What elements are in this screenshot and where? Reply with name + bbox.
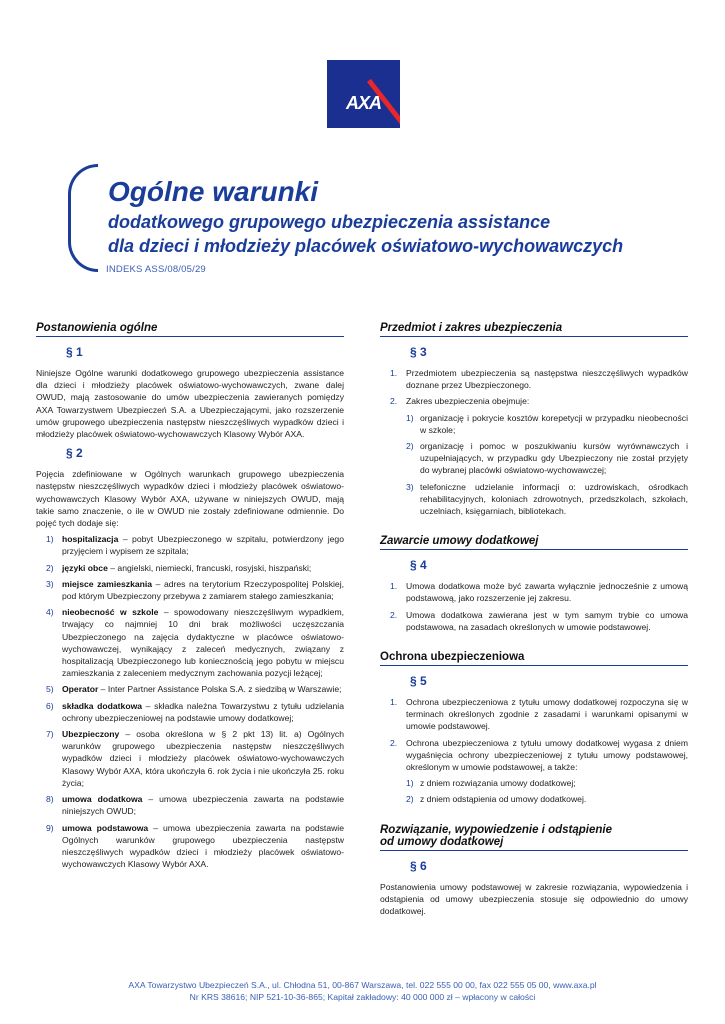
item-number: 3) xyxy=(406,481,414,492)
protection-list xyxy=(380,696,688,806)
sublist-item xyxy=(406,777,688,789)
right-column xyxy=(380,322,688,921)
paragraph-2-intro: Pojęcia zdefiniowane w Ogólnych warunkach grupowego ubezpieczenia następstw nieszczęśliwych wypadków dzieci i młodzieży placówek oświatowo-wychowawczych Klasowy Wybór AXA, używane w niniejszych OWUD, mają takie samo znaczenie, o ile w OWUD nie zostały zdefiniowane odmiennie. Do pojęć tych dodaje się: xyxy=(36,469,344,529)
footer-line-1: AXA Towarzystwo Ubezpieczeń S.A., ul. Chłodna 51, 00-867 Warszawa, tel. 022 555 00 00, fax 022 555 05 00, www.axa.pl xyxy=(128,980,597,990)
section-heading-conclusion: Zawarcie umowy dodatkowej xyxy=(380,535,688,550)
section-heading-scope: Przedmiot i zakres ubezpieczenia xyxy=(380,322,688,337)
section-heading-termination xyxy=(380,824,688,851)
list-item xyxy=(380,696,688,733)
item-number: 1. xyxy=(390,697,398,708)
footer-line-2: Nr KRS 38616; NIP 521-10-36-865; Kapitał zakładowy: 40 000 000 zł – wpłacony w całości xyxy=(189,992,536,1002)
list-item xyxy=(380,737,688,806)
item-text: Umowa dodatkowa może być zawarta wyłącznie jednocześnie z umową podstawową, jako rozszerzenie jej zakresu. xyxy=(406,581,688,604)
paragraph-1-text: Niniejsze Ogólne warunki dodatkowego grupowego ubezpieczenia assistance dla dzieci i młodzieży placówek oświatowo-wychowawczych, zwane dalej OWUD, mają zastosowanie do umów ubezpieczenia zawieranych pomiędzy AXA Towarzystwem Ubezpieczeń S.A. a Ubezpieczającymi, jako rozszerzenie umów grupowego ubezpieczenia następstw nieszczęśliwych wypadków dzieci i młodzieży placówek oświatowo-wychowawczych Klasowy Wybór AXA. xyxy=(36,368,344,440)
page-title: Ogólne warunki xyxy=(108,176,319,207)
item-number: 7) xyxy=(46,729,54,740)
item-number: 4) xyxy=(46,607,54,618)
list-item xyxy=(380,609,688,633)
definition-text: – angielski, niemiecki, francuski, rosyjski, hiszpański; xyxy=(107,562,312,573)
item-number: 2) xyxy=(406,794,414,805)
item-number: 1) xyxy=(46,534,54,545)
subtitle-line-2: dla dzieci i młodzieży placówek oświatowo-wychowawczych xyxy=(108,236,624,256)
definition-text: – składka należna Towarzystwu z tytułu udzielania ochrony ubezpieczeniowej na podstawie umowy dodatkowej; xyxy=(62,700,344,723)
paragraph-6-text: Postanowienia umowy podstawowej w zakresie rozwiązania, wypowiedzenia i odstąpienia od umowy ubezpieczenia stosuje się odpowiednio do umowy dodatkowej. xyxy=(380,881,688,917)
definition-term: Ubezpieczony xyxy=(62,729,120,740)
section-heading-protection: Ochrona ubezpieczeniowa xyxy=(380,651,688,666)
definition-term: miejsce zamieszkania xyxy=(62,578,153,589)
section-heading-general: Postanowienia ogólne xyxy=(36,322,344,337)
termination-heading-line-1: Rozwiązanie, wypowiedzenie i odstąpienie xyxy=(380,823,612,836)
paragraph-2-label: § 2 xyxy=(66,446,83,461)
item-text: z dniem rozwiązania umowy dodatkowej; xyxy=(420,778,576,789)
scope-list xyxy=(380,367,688,517)
item-number: 1. xyxy=(390,368,398,378)
definition-term: Operator xyxy=(62,684,99,695)
scope-sublist xyxy=(406,412,688,518)
sublist-item xyxy=(406,481,688,518)
document-index: INDEKS ASS/08/05/29 xyxy=(106,264,206,275)
definition-term: składka dodatkowa xyxy=(62,700,143,711)
definition-term: hospitalizacja xyxy=(62,534,119,545)
left-column xyxy=(36,322,344,874)
definition-term: umowa dodatkowa xyxy=(62,794,143,805)
paragraph-3-label: § 3 xyxy=(410,345,427,359)
item-text: Zakres ubezpieczenia obejmuje: xyxy=(406,396,530,407)
item-text: organizację i pokrycie kosztów korepetycji w przypadku nieobecności w szkole; xyxy=(420,412,688,435)
item-text: Umowa dodatkowa zawierana jest w tym samym trybie co umowa podstawowa, na zasadach określonych w umowie podstawowej. xyxy=(406,609,688,632)
protection-sublist xyxy=(406,777,688,805)
list-item xyxy=(380,580,688,604)
item-number: 9) xyxy=(46,822,54,833)
title-bracket xyxy=(68,164,98,272)
definition-text: – Inter Partner Assistance Polska S.A. z siedzibą w Warszawie; xyxy=(98,684,342,695)
item-number: 2. xyxy=(390,609,398,620)
item-number: 2) xyxy=(406,441,414,452)
definition-text: – umowa ubezpieczenia zawarta na podstawie niniejszych OWUD; xyxy=(62,794,344,817)
definition-item xyxy=(36,533,344,557)
item-number: 8) xyxy=(46,794,54,805)
item-number: 1. xyxy=(390,581,398,592)
definition-term: języki obce xyxy=(62,562,108,573)
definition-text: – osoba określona w § 2 pkt 13) lit. a) Ogólnych warunków grupowego ubezpieczenia następstw nieszczęśliwych wypadków dzieci i młodzieży placówek oświatowo-wychowawczych Klasowy Wybór AXA, która ukończyła 6. rok życia i nie ukończyła 25. roku życia; xyxy=(62,729,344,788)
page-footer xyxy=(0,979,725,1003)
sublist-item xyxy=(406,412,688,436)
paragraph-4-label: § 4 xyxy=(410,558,427,573)
item-text: Ochrona ubezpieczeniowa z tytułu umowy dodatkowej rozpoczyna się w terminach określonych zgodnie z zasadami i warunkami opisanymi w umowie podstawowej. xyxy=(406,697,688,732)
item-number: 1) xyxy=(406,412,414,423)
sublist-item xyxy=(406,793,688,805)
item-number: 2. xyxy=(390,737,398,748)
sublist-item xyxy=(406,440,688,477)
item-number: 2) xyxy=(46,562,54,573)
list-item xyxy=(380,367,688,391)
definition-item xyxy=(36,606,344,679)
conclusion-list xyxy=(380,580,688,633)
item-text: Ochrona ubezpieczeniowa z tytułu umowy dodatkowej wygasa z dniem wygaśnięcia ochrony ubezpieczeniowej z tytułu umowy podstawowej, określonym w umowie podstawowej, a także: xyxy=(406,737,688,773)
definition-term: nieobecność w szkole xyxy=(62,607,159,618)
item-text: z dniem odstąpienia od umowy dodatkowej. xyxy=(420,794,587,805)
logo-text: AXA xyxy=(345,93,381,113)
item-number: 1) xyxy=(406,778,414,789)
paragraph-5-label: § 5 xyxy=(410,674,427,689)
definition-item xyxy=(36,700,344,724)
definition-item xyxy=(36,578,344,602)
axa-logo xyxy=(327,60,400,128)
definition-text: – spowodowany nieszczęśliwym wypadkiem, trwający co najmniej 10 dni brak możliwości uczęszczania Ubezpieczonego na zajęcia dydaktyczne w placówce oświatowo-wychowawczej, wynikający z zaleceń medycznych, związany z hospitalizacją Ubezpieczonego lub koniecznością jego pobytu w miejscu zamieszkania z zaleceniem medycznym zachowania pozycji leżącej; xyxy=(62,607,344,679)
paragraph-6-label: § 6 xyxy=(410,858,427,873)
list-item xyxy=(380,395,688,517)
item-number: 6) xyxy=(46,700,54,711)
definition-item xyxy=(36,683,344,695)
definition-text: – umowa ubezpieczenia zawarta na podstawie Ogólnych warunków grupowego ubezpieczenia następstw nieszczęśliwych wypadków dzieci i młodzieży placówek oświatowo-wychowawczych Klasowy Wybór AXA. xyxy=(62,822,344,870)
definition-text: – pobyt Ubezpieczonego w szpitalu, potwierdzony jego przyjęciem i wypisem ze szpitala; xyxy=(62,534,344,557)
definition-term: umowa podstawowa xyxy=(62,822,149,833)
definition-item xyxy=(36,562,344,574)
subtitle-line-1: dodatkowego grupowego ubezpieczenia assistance xyxy=(108,212,551,232)
item-text: organizację i pomoc w poszukiwaniu kursów wyrównawczych i uzupełniających, w przypadku gdy Ubezpieczony nie został przyjęty do wybranej placówki oświatowo-wychowawczej; xyxy=(420,441,688,476)
definition-item xyxy=(36,822,344,871)
definitions-list xyxy=(36,533,344,870)
definition-item xyxy=(36,728,344,789)
termination-heading-line-2: od umowy dodatkowej xyxy=(380,835,504,848)
item-text: Przedmiotem ubezpieczenia są następstwa nieszczęśliwych wypadków doznane przez Ubezpieczonego. xyxy=(406,368,688,391)
item-number: 5) xyxy=(46,684,54,695)
item-number: 3) xyxy=(46,578,54,589)
paragraph-1-label: § 1 xyxy=(66,345,83,359)
item-number: 2. xyxy=(390,396,398,407)
item-text: telefoniczne udzielanie informacji o: uzdrowiskach, ośrodkach rehabilitacyjnych, koloniach zdrowotnych, przedszkolach, szkołach, uczelniach, księgarniach, bibliotekach. xyxy=(420,481,688,517)
definition-item xyxy=(36,793,344,817)
definition-text: – adres na terytorium Rzeczypospolitej Polskiej, pod którym Ubezpieczony przebywa z zamiarem stałego zamieszkania; xyxy=(62,578,344,602)
